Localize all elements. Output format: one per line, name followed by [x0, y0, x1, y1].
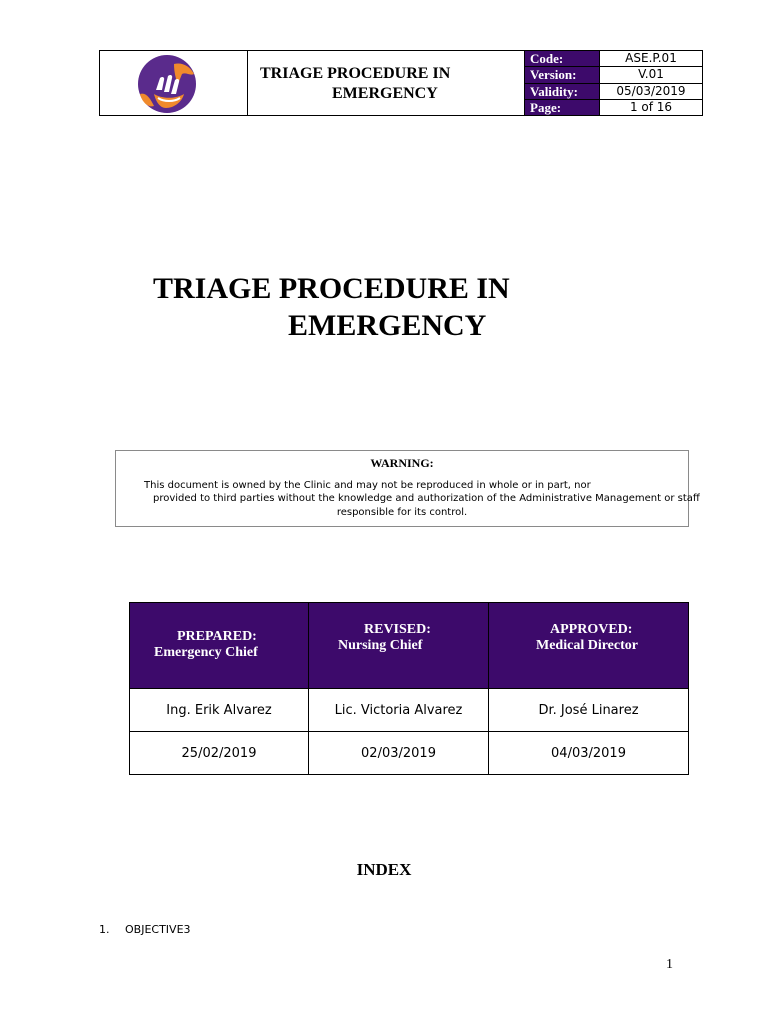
meta-label: Code:	[525, 51, 600, 66]
header-title-line1: TRIAGE PROCEDURE IN	[260, 65, 451, 82]
page-number: 1	[666, 957, 673, 972]
logo-cell	[100, 51, 248, 115]
approved-date: 04/03/2019	[489, 732, 689, 775]
revised-header-cell	[309, 603, 489, 689]
meta-row-code	[525, 51, 702, 67]
document-title-line1: TRIAGE PROCEDURE IN	[153, 272, 510, 305]
prepared-role: PREPARED:	[177, 629, 257, 644]
revised-date: 02/03/2019	[309, 732, 489, 775]
warning-text-line2: provided to third parties without the knowledge and authorization of the Administrative Management or staff	[153, 493, 700, 504]
prepared-header-cell	[130, 603, 309, 689]
header-title	[248, 51, 525, 115]
prepared-position: Emergency Chief	[154, 645, 258, 660]
revised-role: REVISED:	[364, 622, 431, 637]
approved-name: Dr. José Linarez	[489, 689, 689, 732]
meta-value: V.01	[638, 67, 664, 82]
warning-text-line1: This document is owned by the Clinic and may not be reproduced in whole or in part, nor	[144, 480, 591, 491]
meta-row-version	[525, 67, 702, 83]
approval-header-row	[130, 603, 689, 689]
warning-notice	[115, 450, 700, 527]
revised-position: Nursing Chief	[338, 638, 423, 653]
meta-value: ASE.P.01	[625, 51, 677, 65]
meta-label: Validity:	[525, 84, 600, 99]
meta-row-page	[525, 100, 702, 115]
document-meta-table	[525, 51, 702, 115]
hands-logo-icon	[134, 54, 200, 114]
meta-value: 1 of 16	[629, 99, 673, 114]
meta-label: Page:	[525, 100, 600, 115]
toc-item-number: 1.	[99, 923, 110, 936]
approval-table	[129, 602, 689, 775]
approved-header-cell	[489, 603, 689, 689]
warning-text-line3: responsible for its control.	[336, 507, 468, 518]
document-title-line2: EMERGENCY	[288, 309, 487, 342]
toc-item-label: OBJECTIVE3	[125, 923, 191, 936]
meta-value: 05/03/2019	[616, 83, 686, 98]
approval-dates-row	[130, 732, 689, 775]
index-heading: INDEX	[356, 860, 412, 879]
prepared-date: 25/02/2019	[130, 732, 309, 775]
header-title-line2: EMERGENCY	[332, 85, 438, 102]
meta-row-validity	[525, 84, 702, 100]
meta-label: Version:	[525, 67, 600, 82]
toc-list-item[interactable]	[99, 923, 191, 936]
prepared-name: Ing. Erik Alvarez	[130, 689, 309, 732]
warning-title: WARNING:	[370, 456, 434, 470]
approval-names-row	[130, 689, 689, 732]
revised-name: Lic. Victoria Alvarez	[309, 689, 489, 732]
document-header	[99, 50, 703, 116]
approved-position: Medical Director	[536, 638, 638, 653]
approved-role: APPROVED:	[550, 622, 633, 637]
